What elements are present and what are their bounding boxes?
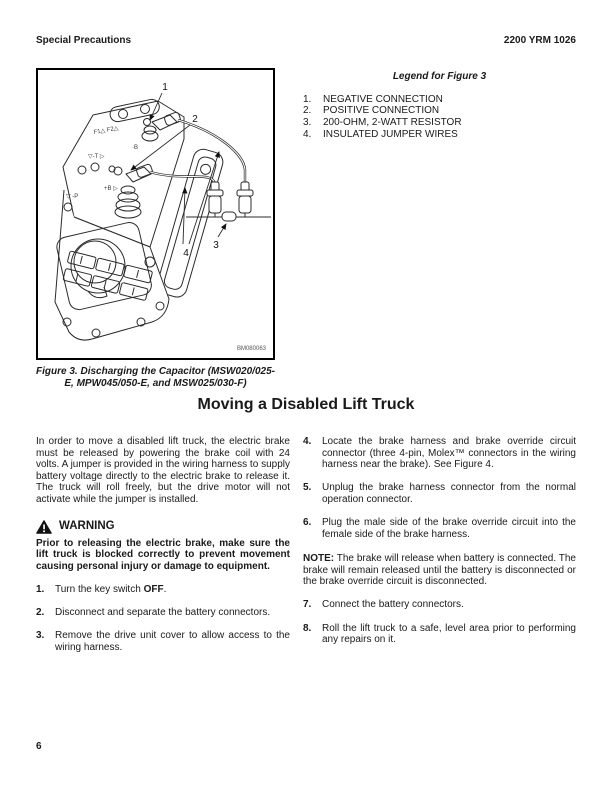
- figure3-image: [36, 68, 275, 360]
- header-section-name: Special Precautions: [36, 35, 132, 46]
- header-doc-number: 2200 YRM 1026: [503, 35, 576, 46]
- callout-2: 2: [192, 114, 198, 125]
- warning-heading: [36, 520, 290, 534]
- step-text: Plug the male side of the brake override circuit into the female side of the brake harness.: [322, 516, 576, 540]
- step-item: [36, 607, 290, 619]
- step-item: [36, 584, 290, 596]
- step-item: [303, 436, 576, 471]
- label-pos-b: +B ▷: [104, 186, 118, 192]
- step-item: [303, 623, 576, 646]
- step-number: 2.: [36, 606, 45, 618]
- step-number: 4.: [303, 436, 312, 447]
- legend-item: [303, 117, 576, 129]
- legend-item-text: 200-OHM, 2-WATT RESISTOR: [323, 117, 462, 129]
- legend-item-number: 4.: [303, 128, 312, 140]
- legend-item-text: INSULATED JUMPER WIRES: [323, 128, 458, 140]
- step-text: Disconnect and separate the battery connectors.: [55, 606, 271, 618]
- callout-3: 3: [213, 240, 219, 251]
- step-number: 5.: [303, 482, 312, 494]
- resistor: [222, 212, 236, 221]
- note-label: NOTE:: [303, 553, 335, 565]
- figure-art-code: BM080063: [236, 346, 266, 352]
- figure3-caption: Figure 3. Discharging the Capacitor (MSW020/025-E, MPW045/050-E, and MSW025/030-F): [36, 366, 275, 389]
- step-text: Turn the key switch OFF.: [55, 583, 167, 595]
- step-item: [36, 630, 290, 653]
- step-number: 6.: [303, 516, 312, 528]
- label-neg-t: ▽-T ▷: [88, 154, 105, 160]
- intro-paragraph: In order to move a disabled lift truck, the electric brake must be released by powering the brake coil with 24 volts. A jumper is provided in the wiring harness to supply battery voltage directly to the electric brake to release it. The truck will roll freely, but the drive motor will not activate while the jumper is installed.: [36, 436, 290, 505]
- warning-text: Prior to releasing the electric brake, make sure the lift truck is blocked correctly to prevent movement causing personal injury or damage to equipment.: [36, 537, 290, 572]
- legend-item-number: 2.: [303, 105, 312, 117]
- right-column: [303, 436, 576, 646]
- running-header: [36, 35, 576, 47]
- step-text: Remove the drive unit cover to allow access to the wiring harness.: [55, 630, 290, 653]
- step-text: Roll the lift truck to a safe, level area prior to performing any repairs on it.: [322, 622, 576, 646]
- controller-line-drawing: [38, 70, 273, 358]
- step-text: Unplug the brake harness connector from the normal operation connector.: [322, 482, 576, 505]
- legend-item: [303, 105, 576, 117]
- step-item: [303, 517, 576, 540]
- step-number: 8.: [303, 622, 312, 634]
- legend-item-number: 1.: [303, 93, 312, 105]
- step-item: [303, 599, 576, 611]
- insulated-connector-right: [237, 182, 253, 217]
- callout-1: 1: [162, 82, 168, 93]
- legend-item-number: 3.: [303, 117, 312, 129]
- note-paragraph: NOTE: The brake will release when battery is connected. The brake will remain released until the battery is disconnected or the brake override circuit is disconnected.: [303, 553, 576, 588]
- legend-item: [303, 94, 576, 106]
- step-number: 7.: [303, 599, 312, 611]
- label-neg-b: ·B: [132, 145, 138, 151]
- legend-item: [303, 129, 576, 141]
- legend-item-text: NEGATIVE CONNECTION: [323, 93, 443, 105]
- left-column: [36, 436, 290, 653]
- legend-title: Legend for Figure 3: [392, 71, 487, 82]
- section-title: Moving a Disabled Lift Truck: [197, 396, 415, 413]
- step-text: Locate the brake harness and brake override circuit connector (three 4-pin, Molex™ connectors in the wiring harness near the brake). See Figure 4.: [322, 436, 576, 471]
- label-neg-p: ▽ -P: [66, 194, 79, 200]
- step-bold-text: OFF: [143, 583, 164, 595]
- label-f1-f2: F1△ F2△: [93, 125, 119, 136]
- step-number: 3.: [36, 630, 45, 642]
- figure3-legend: [303, 71, 576, 141]
- step-number: 1.: [36, 583, 45, 595]
- step-text: Connect the battery connectors.: [322, 599, 464, 611]
- legend-item-text: POSITIVE CONNECTION: [323, 105, 440, 117]
- warning-triangle-icon: [36, 520, 52, 534]
- callout-4: 4: [183, 248, 189, 259]
- warning-label: WARNING: [59, 519, 115, 532]
- step-item: [303, 482, 576, 505]
- page-number: 6: [36, 741, 42, 752]
